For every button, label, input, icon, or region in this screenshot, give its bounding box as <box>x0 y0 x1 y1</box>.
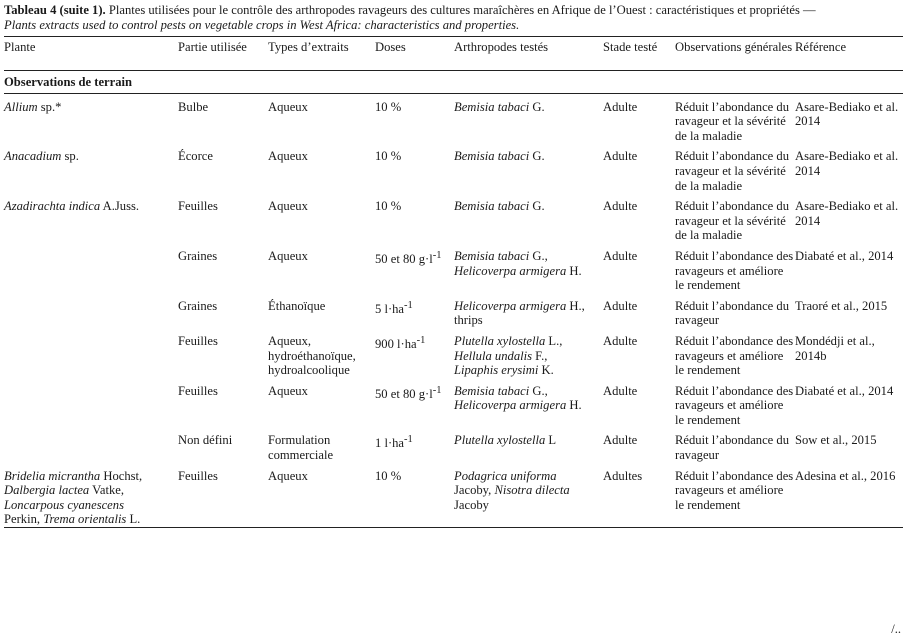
cell-plant: Bridelia micrantha Hochst, Dalbergia lactea Vatke, Loncarpous cyanescens Perkin, Trema orientalis L. <box>4 468 143 527</box>
section-title: Observations de terrain <box>4 71 903 94</box>
col-header-reference: Référence <box>795 40 847 54</box>
cell-plant: Azadirachta indica A.Juss. <box>4 199 140 214</box>
cell-arthropods: Plutella xylostella L., Hellula undalis F., Lipaphis erysimi K. <box>454 333 563 378</box>
cell-observations: Réduit l’abondance du ravageur et la sévérité de la maladie <box>675 149 790 193</box>
caption-label: Tableau 4 (suite 1). <box>4 3 106 17</box>
table-row <box>4 293 903 328</box>
cell-reference: Adesina et al., 2016 <box>795 468 896 483</box>
cell-dose: 50 et 80 $g\cdot l^{-1}$ <box>375 384 442 401</box>
cell-part: Feuilles <box>178 199 218 214</box>
data-table <box>4 36 903 528</box>
cell-dose: 1 $l\cdot ha^{-1}$ <box>375 434 413 451</box>
cell-arthropods: Podagrica uniforma Jacoby, Nisotra dilecta Jacoby <box>454 468 570 512</box>
cell-observations: Réduit l’abondance du ravageur et la sévérité de la maladie <box>675 199 790 243</box>
cell-dose: 5 $l\cdot ha^{-1}$ <box>375 299 413 316</box>
cell-extract: Aqueux, hydroéthanoïque, hydroalcoolique <box>268 333 356 378</box>
cell-part: Écorce <box>178 149 213 164</box>
table-row <box>4 328 903 378</box>
cell-observations: Réduit l’abondance du ravageur <box>675 298 790 328</box>
caption-english: Plants extracts used to control pests on vegetable crops in West Africa: characteristics and properties. <box>4 18 520 32</box>
col-header-partie: Partie utilisée <box>178 40 247 54</box>
cell-part: Non défini <box>178 433 233 448</box>
cell-dose: 10 % <box>375 468 402 483</box>
cell-plant <box>4 328 178 378</box>
cell-part: Feuilles <box>178 383 218 398</box>
col-header-doses: Doses <box>375 40 406 54</box>
cell-plant <box>4 243 178 293</box>
cell-part: Feuilles <box>178 333 218 348</box>
cell-extract: Aqueux <box>268 383 308 398</box>
table-row <box>4 463 903 528</box>
cell-part: Graines <box>178 248 218 263</box>
col-header-plante: Plante <box>4 40 36 54</box>
cell-reference: Asare-Bediako et al. 2014 <box>795 149 899 178</box>
cell-reference: Diabaté et al., 2014 <box>795 383 894 398</box>
cell-observations: Réduit l’abondance des ravageurs et améliore le rendement <box>675 333 794 378</box>
cell-extract: Aqueux <box>268 199 308 214</box>
cell-stage: Adulte <box>603 99 638 114</box>
table-caption <box>4 3 904 33</box>
cell-extract: Aqueux <box>268 468 308 483</box>
cell-observations: Réduit l’abondance des ravageurs et améliore le rendement <box>675 248 794 293</box>
cell-dose: 50 et 80 $g\cdot l^{-1}$ <box>375 249 442 267</box>
col-header-types: Types d’extraits <box>268 40 349 54</box>
cell-stage: Adulte <box>603 248 638 263</box>
cell-stage: Adulte <box>603 383 638 398</box>
cell-extract: Éthanoïque <box>268 298 326 313</box>
cell-stage: Adulte <box>603 433 638 448</box>
cell-observations: Réduit l’abondance des ravageurs et améliore le rendement <box>675 383 794 427</box>
cell-arthropods: Bemisia tabaci G. <box>454 99 545 114</box>
cell-dose: 900 $l\cdot ha^{-1}$ <box>375 334 426 352</box>
table-row <box>4 378 903 428</box>
continued-marker: /.. <box>891 622 901 636</box>
cell-observations: Réduit l’abondance du ravageur <box>675 433 790 463</box>
table-row <box>4 427 903 462</box>
cell-stage: Adulte <box>603 333 638 348</box>
cell-stage: Adulte <box>603 199 638 214</box>
cell-plant: Anacadium sp. <box>4 149 79 164</box>
cell-extract: Aqueux <box>268 248 308 263</box>
cell-arthropods: Bemisia tabaci G. <box>454 149 545 164</box>
cell-plant <box>4 293 178 328</box>
cell-extract: Formulation commerciale <box>268 433 334 463</box>
table-row <box>4 143 903 193</box>
cell-extract: Aqueux <box>268 99 308 114</box>
cell-reference: Diabaté et al., 2014 <box>795 248 894 263</box>
cell-arthropods: Bemisia tabaci G., Helicoverpa armigera H. <box>454 383 582 413</box>
cell-stage: Adulte <box>603 149 638 164</box>
cell-plant <box>4 378 178 428</box>
cell-arthropods: Plutella xylostella L <box>454 433 557 448</box>
cell-reference: Traoré et al., 2015 <box>795 298 888 313</box>
cell-observations: Réduit l’abondance du ravageur et la sévérité de la maladie <box>675 99 790 143</box>
table-row <box>4 193 903 243</box>
cell-reference: Asare-Bediako et al. 2014 <box>795 99 899 129</box>
table-row <box>4 93 903 143</box>
col-header-arthropodes: Arthropodes testés <box>454 40 549 54</box>
cell-dose: 10 % <box>375 99 402 114</box>
cell-plant <box>4 427 178 462</box>
header-row <box>4 37 903 71</box>
cell-stage: Adulte <box>603 298 638 313</box>
caption-french: Plantes utilisées pour le contrôle des arthropodes ravageurs des cultures maraîchères en Afrique de l’Ouest : caractéristiques et propriétés — <box>108 3 816 17</box>
cell-observations: Réduit l’abondance des ravageurs et améliore le rendement <box>675 468 794 512</box>
cell-reference: Mondédji et al., 2014b <box>795 333 875 363</box>
cell-reference: Asare-Bediako et al. 2014 <box>795 199 899 228</box>
cell-reference: Sow et al., 2015 <box>795 433 877 448</box>
cell-extract: Aqueux <box>268 149 308 164</box>
cell-part: Bulbe <box>178 99 209 114</box>
section-row <box>4 71 903 94</box>
cell-arthropods: Helicoverpa armigera H., thrips <box>454 298 585 328</box>
cell-arthropods: Bemisia tabaci G. <box>454 199 545 214</box>
cell-part: Graines <box>178 298 218 313</box>
table-row <box>4 243 903 293</box>
cell-dose: 10 % <box>375 149 402 164</box>
col-header-stade: Stade testé <box>603 40 658 54</box>
cell-stage: Adultes <box>603 468 643 483</box>
cell-arthropods: Bemisia tabaci G., Helicoverpa armigera H. <box>454 248 582 278</box>
col-header-observations: Observations générales <box>675 40 793 54</box>
cell-part: Feuilles <box>178 468 218 483</box>
cell-dose: 10 % <box>375 199 402 214</box>
cell-plant: Allium sp.* <box>4 99 62 114</box>
